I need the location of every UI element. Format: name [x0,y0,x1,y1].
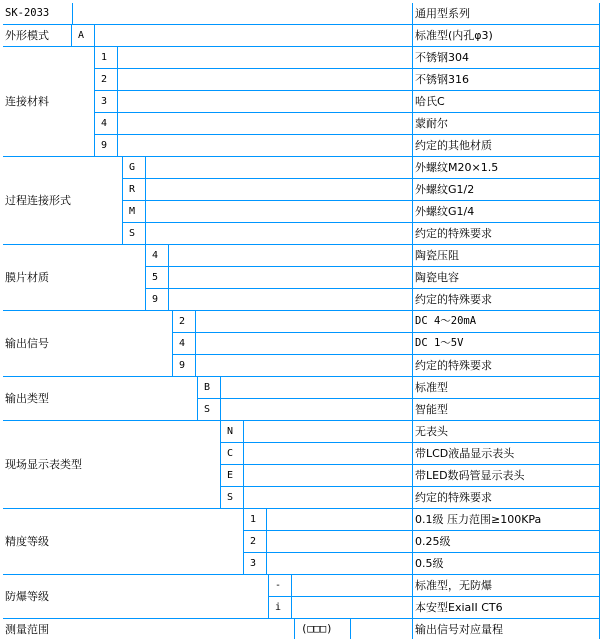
connection-material-code: 4 [95,113,117,134]
explosion-proof-desc: 本安型ExiaII CT6 [413,597,599,618]
explosion-proof-label: 防爆等级 [3,575,268,618]
explosion-proof-code: i [269,597,291,618]
output-type-code: S [198,399,220,420]
output-type-desc: 智能型 [413,399,599,420]
connection-material-code: 1 [95,47,117,68]
connection-material-spacer [118,135,412,156]
accuracy-spacer [267,531,412,552]
connection-material-desc: 约定的其他材质 [413,135,599,156]
range-label: 测量范围 [3,619,294,640]
output-type-label: 输出类型 [3,377,197,420]
diaphragm-material-code: 4 [146,245,168,266]
connection-material-desc: 哈氏C [413,91,599,112]
process-connection-spacer [146,223,412,244]
process-connection-spacer [146,157,412,178]
process-connection-code: S [123,223,145,244]
output-signal-desc: 约定的特殊要求 [413,355,599,376]
accuracy-code: 3 [244,553,266,574]
output-type-code: B [198,377,220,398]
connection-material-spacer [118,91,412,112]
range-spacer [351,619,412,640]
process-connection-code: M [123,201,145,222]
range-desc: 输出信号对应量程 [413,619,599,640]
output-signal-spacer [196,333,412,354]
explosion-proof-spacer [292,575,412,596]
output-signal-spacer [196,355,412,376]
process-connection-code: R [123,179,145,200]
display-type-desc: 无表头 [413,421,599,442]
appearance-desc: 标准型(内孔φ3) [413,25,599,46]
display-type-spacer [244,465,412,486]
appearance-spacer [95,25,412,46]
display-type-spacer [244,487,412,508]
display-type-desc: 带LED数码管显示表头 [413,465,599,486]
explosion-proof-desc: 标准型，无防爆 [413,575,599,596]
display-type-label: 现场显示表类型 [3,421,220,508]
output-signal-label: 输出信号 [3,311,172,376]
display-type-desc: 约定的特殊要求 [413,487,599,508]
connection-material-desc: 不锈钢316 [413,69,599,90]
process-connection-desc: 外螺纹G1/2 [413,179,599,200]
display-type-spacer [244,421,412,442]
process-connection-code: G [123,157,145,178]
display-type-code: E [221,465,243,486]
explosion-proof-code: - [269,575,291,596]
model-selection-table [3,3,600,639]
diaphragm-material-spacer [169,245,412,266]
display-type-code: S [221,487,243,508]
output-signal-code: 2 [173,311,195,332]
accuracy-desc: 0.25级 [413,531,599,552]
process-connection-spacer [146,179,412,200]
process-connection-desc: 约定的特殊要求 [413,223,599,244]
output-signal-desc: DC 1～5V [413,333,599,354]
connection-material-desc: 不锈钢304 [413,47,599,68]
model-number: SK-2033 [3,3,72,24]
series-name: 通用型系列 [413,3,599,24]
accuracy-desc: 0.1级 压力范围≥100KPa [413,509,599,530]
diaphragm-material-spacer [169,289,412,310]
output-signal-code: 9 [173,355,195,376]
process-connection-desc: 外螺纹M20×1.5 [413,157,599,178]
process-connection-spacer [146,201,412,222]
header-spacer [73,3,412,24]
appearance-label: 外形模式 [3,25,71,46]
output-type-spacer [221,377,412,398]
diaphragm-material-code: 5 [146,267,168,288]
process-connection-desc: 外螺纹G1/4 [413,201,599,222]
diaphragm-material-desc: 陶瓷压阻 [413,245,599,266]
connection-material-spacer [118,69,412,90]
diaphragm-material-desc: 约定的特殊要求 [413,289,599,310]
display-type-code: N [221,421,243,442]
diaphragm-material-code: 9 [146,289,168,310]
accuracy-desc: 0.5级 [413,553,599,574]
appearance-code: A [72,25,94,46]
range-code: (□□□) [295,619,350,640]
process-connection-label: 过程连接形式 [3,157,122,244]
diaphragm-material-desc: 陶瓷电容 [413,267,599,288]
connection-material-spacer [118,47,412,68]
diaphragm-material-spacer [169,267,412,288]
connection-material-label: 连接材料 [3,47,94,156]
diaphragm-material-label: 膜片材质 [3,245,145,310]
connection-material-desc: 蒙耐尔 [413,113,599,134]
display-type-spacer [244,443,412,464]
accuracy-spacer [267,553,412,574]
accuracy-spacer [267,509,412,530]
connection-material-code: 2 [95,69,117,90]
accuracy-code: 2 [244,531,266,552]
output-signal-desc: DC 4～20mA [413,311,599,332]
accuracy-code: 1 [244,509,266,530]
connection-material-spacer [118,113,412,134]
connection-material-code: 9 [95,135,117,156]
output-type-spacer [221,399,412,420]
connection-material-code: 3 [95,91,117,112]
explosion-proof-spacer [292,597,412,618]
output-signal-code: 4 [173,333,195,354]
accuracy-label: 精度等级 [3,509,243,574]
output-signal-spacer [196,311,412,332]
display-type-code: C [221,443,243,464]
output-type-desc: 标准型 [413,377,599,398]
display-type-desc: 带LCD液晶显示表头 [413,443,599,464]
